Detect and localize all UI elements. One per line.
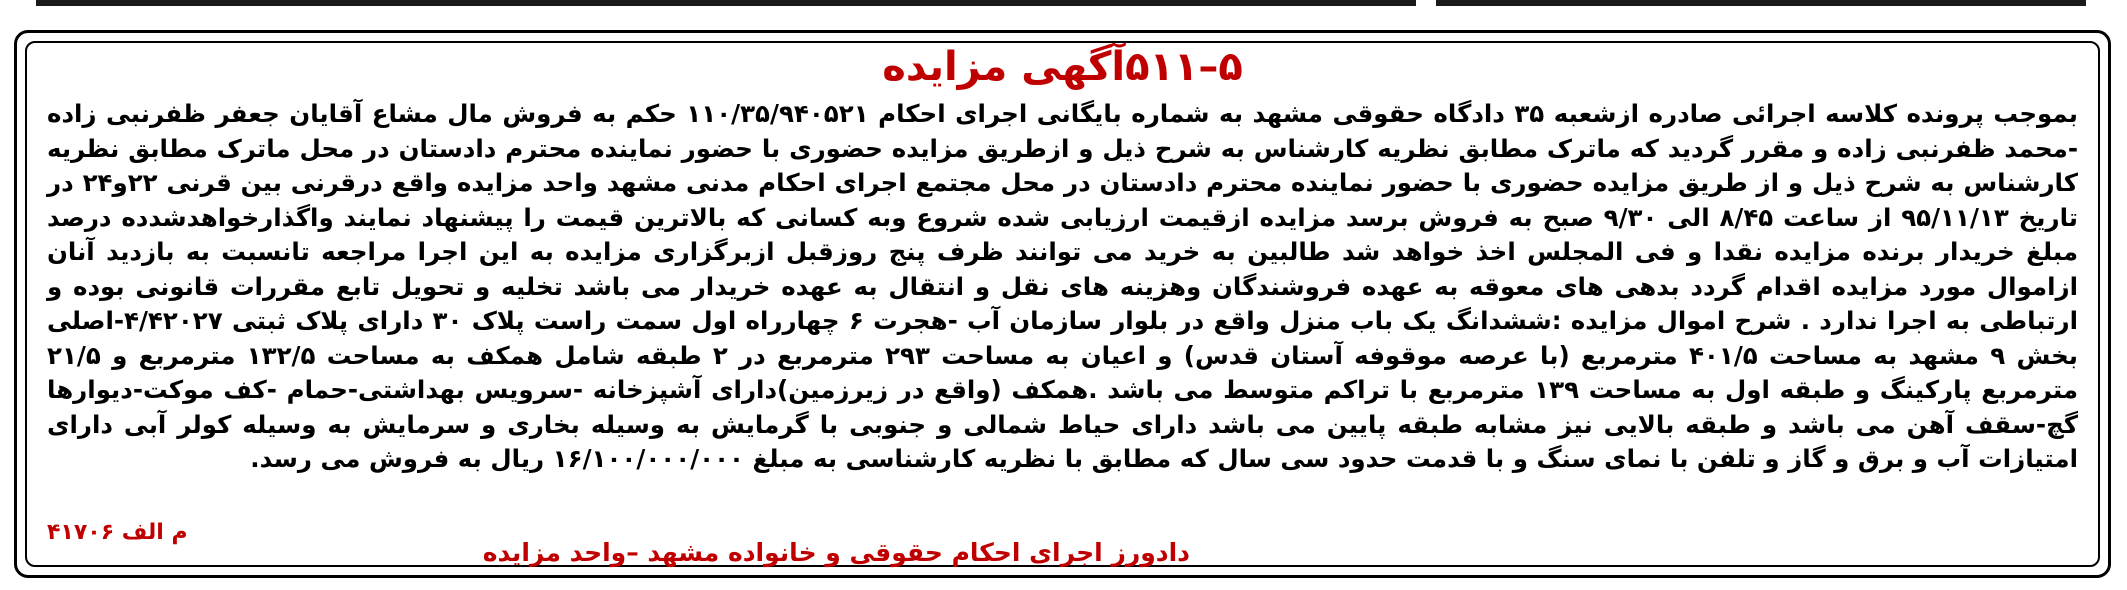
- auction-notice-box: [14, 30, 2111, 578]
- reference-code: م الف ۴۱۷۰۶: [47, 520, 188, 545]
- notice-title: ۵–۵۱۱آگهی مزایده: [882, 44, 1243, 90]
- notice-body: بموجب پرونده کلاسه اجرائی صادره ازشعبه ۳۵ دادگاه حقوقی مشهد به شماره بایگانی اجرای احکام ۱۱۰/۳۵/۹۴۰۵۲۱ حکم به فروش مال مشاع آقایان جعفر ظفرنبی زاده -محمد ظفرنبی زاده و مقرر گردید که ماترک مطابق نظریه کارشناس به شرح ذیل و ازطریق مزایده حضوری با حضور نماینده محترم دادستان در محل ماترک مطابق نظریه کارشناس به شرح ذیل و از طریق مزایده حضوری با حضور نماینده محترم دادستان در محل مجتمع اجرای احکام مدنی مشهد واحد مزایده واقع درقرنی بین قرنی ۲۲و۲۴ در تاریخ ۹۵/۱۱/۱۳ از ساعت ۸/۴۵ الی ۹/۳۰ صبح به فروش برسد مزایده ازقیمت ارزیابی شده شروع وبه کسانی که بالاترین قیمت را پیشنهاد نمایند واگذارخواهدشدده درصد مبلغ خریدار برنده مزایده نقدا و فی المجلس اخذ خواهد شد طالبین به خرید می توانند ظرف پنج روزقبل ازبرگزاری مزایده به این اجرا مراجعه تانسبت به بازدید آنان ازاموال مورد مزایده اقدام گردد بدهی های معوقه به عهده فروشندگان وهزینه های نقل و انتقال به عهده خریدار می باشد تخلیه و تحویل تابع مقررات قانونی بوده و ارتباطی به اجرا ندارد . شرح اموال مزایده :ششدانگ یک باب منزل واقع در بلوار سازمان آب -هجرت ۶ چهارراه اول سمت راست پلاک ۳۰ دارای پلاک ثبتی ۴/۴۲۰۲۷-اصلی بخش ۹ مشهد به مساحت ۴۰۱/۵ مترمربع (با عرصه موقوفه آستان قدس) و اعیان به مساحت ۲۹۳ مترمربع در ۲ طبقه شامل همکف به مساحت ۱۳۲/۵ مترمربع و ۲۱/۵ مترمربع پارکینگ و طبقه اول به مساحت ۱۳۹ مترمربع با تراکم متوسط می باشد .همکف (واقع در زیرزمین)دارای آشپزخانه -سرویس بهداشتی-حمام -کف موکت-دیوارها گچ-سقف آهن می باشد و طبقه بالایی نیز مشابه طبقه پایین می باشد دارای حیاط شمالی و جنوبی با گرمایش به وسیله بخاری و سرمایش به وسیله کولر آبی دارای امتیازات آب و برق و گاز و تلفن با نمای سنگ و با قدمت حدود سی سال که مطابق با نظریه کارشناسی به مبلغ ۱۶/۱۰۰/۰۰۰/۰۰۰ ریال به فروش می رسد.: [47, 99, 2079, 473]
- adjacent-notice-border: [1436, 0, 2086, 6]
- notice-signature: دادورز اجرای احکام حقوقی و خانواده مشهد –واحد مزایده: [482, 538, 1190, 567]
- previous-notice-border: [36, 0, 1416, 6]
